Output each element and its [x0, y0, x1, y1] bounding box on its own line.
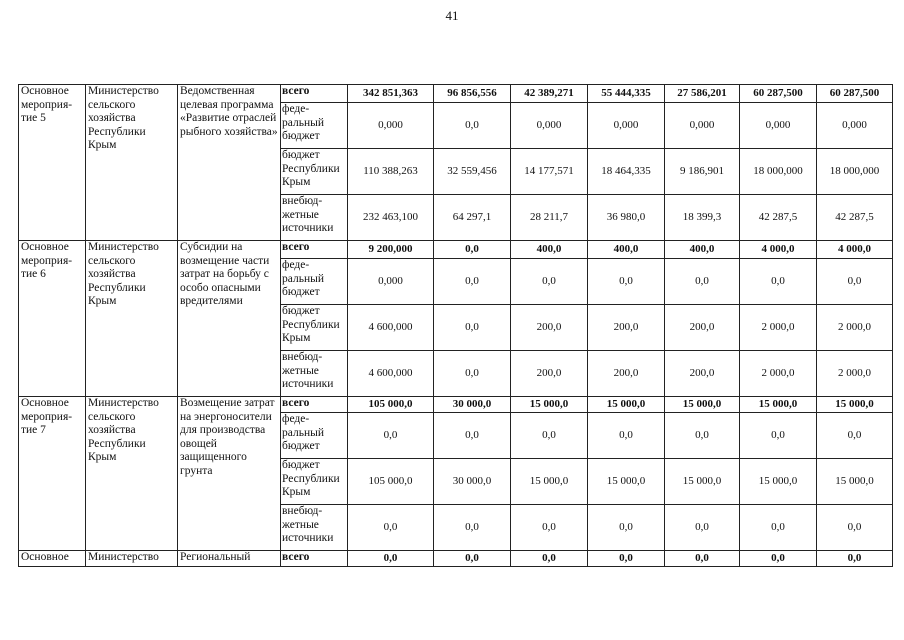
amount-cell: 15 000,0	[511, 459, 588, 505]
amount-cell: 0,0	[817, 505, 893, 551]
ministry-cell: Министерство сельского хозяйства Республики Крым	[86, 397, 178, 551]
funding-source-cell: всего	[281, 551, 348, 567]
amount-cell: 0,000	[740, 103, 817, 149]
amount-cell: 0,0	[434, 259, 511, 305]
amount-cell: 0,0	[348, 551, 434, 567]
amount-cell: 0,0	[348, 505, 434, 551]
funding-source-cell: феде-ральный бюджет	[281, 103, 348, 149]
amount-cell: 0,0	[817, 551, 893, 567]
funding-source-cell: феде-ральный бюджет	[281, 413, 348, 459]
ministry-cell: Министерство сельского хозяйства Республики Крым	[86, 241, 178, 397]
amount-cell: 0,0	[665, 551, 740, 567]
event-cell: Основное	[19, 551, 86, 567]
program-cell: Субсидии на возмещение части затрат на борьбу с особо опасными вредителями	[178, 241, 281, 397]
event-cell: Основное мероприя-тие 5	[19, 85, 86, 241]
amount-cell: 36 980,0	[588, 195, 665, 241]
amount-cell: 0,0	[740, 259, 817, 305]
table-body	[19, 85, 893, 567]
amount-cell: 0,0	[434, 413, 511, 459]
funding-source-cell: внебюд-жетные источники	[281, 195, 348, 241]
amount-cell: 15 000,0	[665, 397, 740, 413]
amount-cell: 96 856,556	[434, 85, 511, 103]
amount-cell: 0,0	[740, 551, 817, 567]
amount-cell: 0,0	[740, 413, 817, 459]
amount-cell: 0,000	[348, 259, 434, 305]
funding-source-cell: феде-ральный бюджет	[281, 259, 348, 305]
amount-cell: 0,000	[348, 103, 434, 149]
amount-cell: 0,0	[665, 505, 740, 551]
amount-cell: 0,0	[588, 505, 665, 551]
amount-cell: 0,0	[665, 413, 740, 459]
amount-cell: 0,0	[434, 551, 511, 567]
amount-cell: 15 000,0	[740, 459, 817, 505]
funding-source-cell: всего	[281, 85, 348, 103]
amount-cell: 4 600,000	[348, 305, 434, 351]
amount-cell: 2 000,0	[740, 351, 817, 397]
amount-cell: 0,0	[434, 305, 511, 351]
amount-cell: 0,0	[588, 413, 665, 459]
amount-cell: 0,0	[434, 103, 511, 149]
amount-cell: 28 211,7	[511, 195, 588, 241]
amount-cell: 0,0	[740, 505, 817, 551]
amount-cell: 15 000,0	[588, 397, 665, 413]
amount-cell: 4 000,0	[817, 241, 893, 259]
page-number: 41	[445, 8, 459, 23]
amount-cell: 400,0	[588, 241, 665, 259]
amount-cell: 42 389,271	[511, 85, 588, 103]
funding-source-cell: внебюд-жетные источники	[281, 351, 348, 397]
amount-cell: 0,0	[511, 413, 588, 459]
amount-cell: 0,000	[588, 103, 665, 149]
amount-cell: 0,0	[665, 259, 740, 305]
amount-cell: 4 600,000	[348, 351, 434, 397]
budget-table	[18, 84, 893, 567]
amount-cell: 200,0	[588, 305, 665, 351]
amount-cell: 2 000,0	[817, 351, 893, 397]
amount-cell: 0,0	[511, 259, 588, 305]
table-row	[19, 85, 893, 103]
amount-cell: 15 000,0	[665, 459, 740, 505]
ministry-cell: Министерство	[86, 551, 178, 567]
amount-cell: 18 399,3	[665, 195, 740, 241]
program-cell: Возмещение затрат на энергоносители для производства овощей защищенного грунта	[178, 397, 281, 551]
funding-source-cell: бюджет Республики Крым	[281, 459, 348, 505]
amount-cell: 9 200,000	[348, 241, 434, 259]
amount-cell: 60 287,500	[740, 85, 817, 103]
amount-cell: 342 851,363	[348, 85, 434, 103]
amount-cell: 15 000,0	[588, 459, 665, 505]
amount-cell: 9 186,901	[665, 149, 740, 195]
amount-cell: 0,0	[348, 413, 434, 459]
amount-cell: 200,0	[511, 305, 588, 351]
amount-cell: 18 000,000	[740, 149, 817, 195]
amount-cell: 0,000	[817, 103, 893, 149]
table-row	[19, 241, 893, 259]
funding-source-cell: всего	[281, 397, 348, 413]
amount-cell: 0,0	[588, 551, 665, 567]
amount-cell: 110 388,263	[348, 149, 434, 195]
program-cell: Региональный	[178, 551, 281, 567]
amount-cell: 0,0	[434, 351, 511, 397]
amount-cell: 64 297,1	[434, 195, 511, 241]
table-row	[19, 551, 893, 567]
amount-cell: 15 000,0	[817, 397, 893, 413]
amount-cell: 30 000,0	[434, 397, 511, 413]
ministry-cell: Министерство сельского хозяйства Республики Крым	[86, 85, 178, 241]
funding-source-cell: бюджет Республики Крым	[281, 149, 348, 195]
amount-cell: 400,0	[665, 241, 740, 259]
funding-source-cell: всего	[281, 241, 348, 259]
amount-cell: 2 000,0	[817, 305, 893, 351]
amount-cell: 18 000,000	[817, 149, 893, 195]
amount-cell: 42 287,5	[740, 195, 817, 241]
amount-cell: 15 000,0	[740, 397, 817, 413]
amount-cell: 200,0	[511, 351, 588, 397]
amount-cell: 0,000	[511, 103, 588, 149]
amount-cell: 15 000,0	[511, 397, 588, 413]
amount-cell: 27 586,201	[665, 85, 740, 103]
amount-cell: 32 559,456	[434, 149, 511, 195]
amount-cell: 18 464,335	[588, 149, 665, 195]
program-cell: Ведомственная целевая программа «Развитие отраслей рыбного хозяйства»	[178, 85, 281, 241]
amount-cell: 200,0	[665, 305, 740, 351]
amount-cell: 0,0	[511, 505, 588, 551]
amount-cell: 60 287,500	[817, 85, 893, 103]
amount-cell: 14 177,571	[511, 149, 588, 195]
funding-source-cell: внебюд-жетные источники	[281, 505, 348, 551]
amount-cell: 105 000,0	[348, 459, 434, 505]
amount-cell: 0,0	[511, 551, 588, 567]
amount-cell: 2 000,0	[740, 305, 817, 351]
amount-cell: 15 000,0	[817, 459, 893, 505]
event-cell: Основное мероприя-тие 6	[19, 241, 86, 397]
amount-cell: 200,0	[588, 351, 665, 397]
amount-cell: 400,0	[511, 241, 588, 259]
amount-cell: 4 000,0	[740, 241, 817, 259]
amount-cell: 0,0	[817, 259, 893, 305]
event-cell: Основное мероприя-тие 7	[19, 397, 86, 551]
table-row	[19, 397, 893, 413]
amount-cell: 0,0	[588, 259, 665, 305]
amount-cell: 42 287,5	[817, 195, 893, 241]
amount-cell: 232 463,100	[348, 195, 434, 241]
amount-cell: 55 444,335	[588, 85, 665, 103]
amount-cell: 0,000	[665, 103, 740, 149]
amount-cell: 30 000,0	[434, 459, 511, 505]
amount-cell: 0,0	[434, 505, 511, 551]
amount-cell: 105 000,0	[348, 397, 434, 413]
amount-cell: 200,0	[665, 351, 740, 397]
amount-cell: 0,0	[434, 241, 511, 259]
amount-cell: 0,0	[817, 413, 893, 459]
funding-source-cell: бюджет Республики Крым	[281, 305, 348, 351]
